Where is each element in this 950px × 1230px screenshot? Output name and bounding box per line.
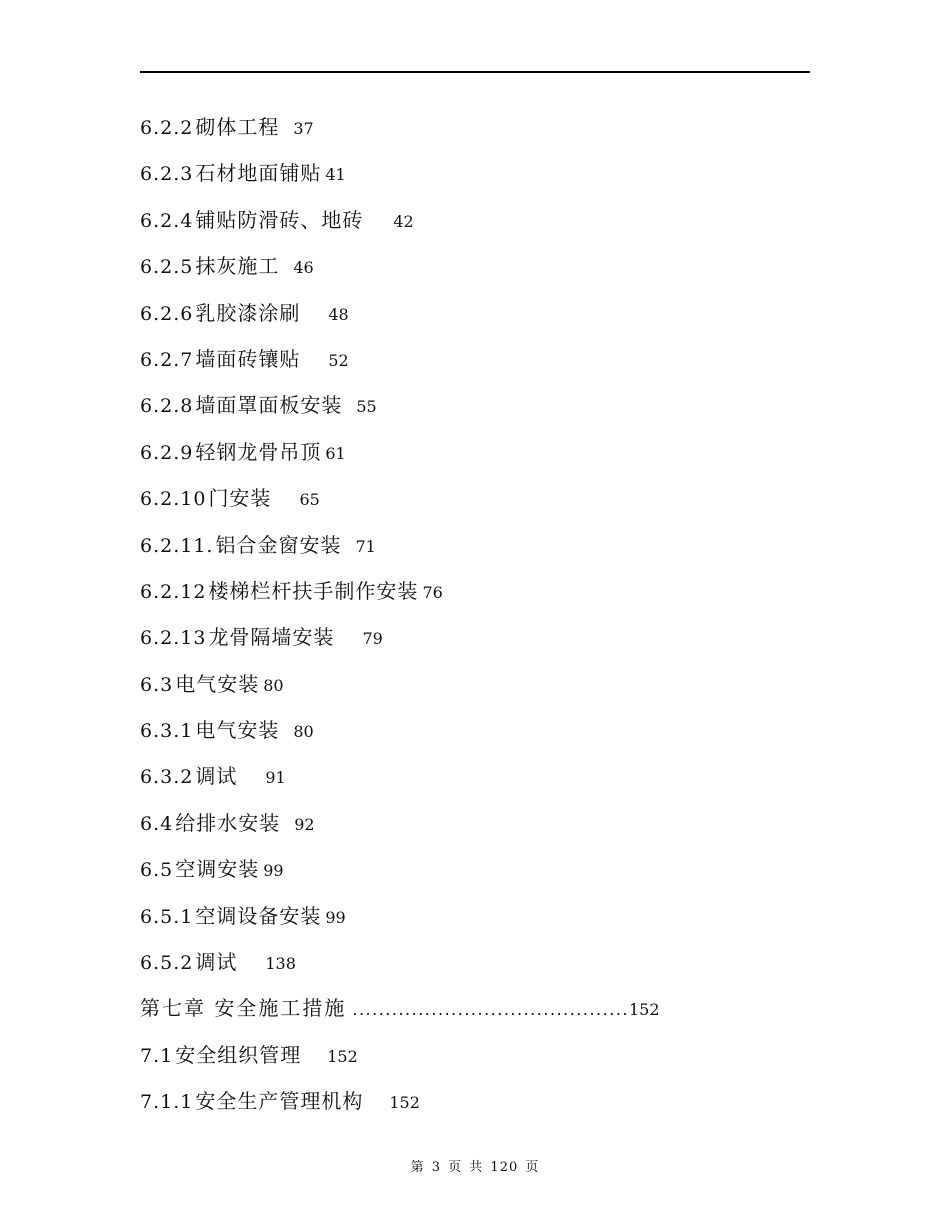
toc-entry-title: 调试: [195, 764, 238, 789]
toc-entry-title: 轻钢龙骨吊顶: [195, 439, 322, 464]
toc-entry-title: 抹灰施工: [195, 254, 280, 279]
toc-entry-page: 61: [325, 443, 346, 463]
toc-entry-title: 电气安装: [195, 718, 280, 743]
toc-entry-number: 7.1: [140, 1044, 174, 1067]
toc-entry-title: 砌体工程: [195, 115, 280, 139]
toc-entry-page: 79: [362, 629, 383, 649]
toc-entry[interactable]: [140, 753, 810, 799]
toc-entry-title: 门安装: [208, 486, 272, 511]
toc-entry-number: 6.5.1: [140, 905, 194, 928]
toc-entry[interactable]: [140, 522, 810, 568]
toc-entry-title: 安全组织管理: [175, 1042, 302, 1067]
toc-entry-number: 6.2.9: [140, 441, 194, 464]
toc-dot-leader: ..........................................: [352, 1000, 629, 1020]
toc-entry-title: 空调安装: [175, 857, 260, 882]
toc-entry-page: 152: [628, 1000, 660, 1020]
toc-entry-title: 墙面砖镶贴: [195, 346, 301, 371]
toc-entry-page: 152: [389, 1093, 420, 1113]
toc-entry-title: 龙骨隔墙安装: [208, 625, 335, 650]
toc-entry-title: 铝合金窗安装: [215, 532, 342, 557]
toc-entry-title: 电气安装: [175, 671, 260, 696]
toc-entry-number: 6.2.2: [140, 117, 194, 139]
toc-entry-number: 6.2.11.: [140, 534, 214, 557]
toc-entry-page: 37: [293, 119, 314, 138]
toc-entry-page: 138: [265, 954, 296, 974]
toc-entry-page: 41: [325, 165, 346, 185]
toc-entry-number: 6.5.2: [140, 952, 194, 975]
toc-entry[interactable]: [140, 939, 810, 985]
toc-entry-page: 52: [328, 350, 349, 370]
toc-entry-page: 91: [265, 768, 286, 788]
toc-entry-number: 6.2.7: [140, 348, 194, 371]
toc-entry-page: 152: [327, 1046, 358, 1066]
toc-entry-page: 99: [263, 861, 284, 881]
toc-entry[interactable]: [140, 197, 810, 243]
header-rule: [140, 71, 810, 73]
toc-entry-title: 铺贴防滑砖、地砖: [195, 207, 364, 232]
toc-entry[interactable]: [140, 846, 810, 892]
toc-entry[interactable]: [140, 707, 810, 753]
toc-entry-title: 楼梯栏杆扶手制作安装: [208, 578, 419, 603]
toc-entry-number: 6.2.5: [140, 256, 194, 279]
toc-entry-number: 6.5: [140, 859, 174, 882]
toc-entry-number: 7.1.1: [140, 1091, 194, 1114]
toc-entry-page: 55: [356, 397, 377, 417]
toc-entry[interactable]: [140, 1032, 810, 1078]
toc-entry[interactable]: [140, 104, 810, 150]
toc-entry-number: 6.2.6: [140, 302, 194, 325]
toc-entry[interactable]: [140, 336, 810, 382]
toc-entry-title: 石材地面铺贴: [195, 161, 322, 186]
toc-entry-number: 6.2.8: [140, 395, 194, 418]
toc-entry[interactable]: [140, 893, 810, 939]
toc-entry-page: 71: [355, 536, 376, 556]
toc-entry-page: 80: [293, 722, 314, 742]
toc-entry-page: 42: [393, 211, 414, 231]
toc-entry[interactable]: [140, 800, 810, 846]
toc-entry-title: 乳胶漆涂刷: [195, 300, 301, 325]
toc-entry-title: 给排水安装: [175, 810, 281, 835]
toc-entry[interactable]: [140, 429, 810, 475]
toc-chapter-entry[interactable]: [140, 985, 810, 1031]
toc-entry-number: 6.3.1: [140, 720, 194, 743]
toc-entry-number: 6.2.12: [140, 580, 207, 603]
page-footer: 第 3 页 共 120 页: [410, 1160, 540, 1175]
toc-entry-title: 第七章 安全施工措施: [140, 996, 347, 1021]
toc-entry-page: 92: [294, 814, 315, 834]
toc-entry[interactable]: [140, 475, 810, 521]
toc-entry-title: 墙面罩面板安装: [195, 393, 343, 418]
toc-entry-number: 6.3.2: [140, 766, 194, 789]
toc-entry-title: 空调设备安装: [195, 903, 322, 928]
toc-entry[interactable]: [140, 568, 810, 614]
toc-entry-page: 46: [293, 258, 314, 278]
toc-entry[interactable]: [140, 382, 810, 428]
toc-entry[interactable]: [140, 661, 810, 707]
toc-entry[interactable]: [140, 1078, 810, 1124]
toc-entry-number: 6.3: [140, 673, 174, 696]
toc-entry-page: 48: [328, 304, 349, 324]
toc-entry-number: 6.2.10: [140, 488, 207, 511]
toc-entry[interactable]: [140, 290, 810, 336]
toc-entry-page: 76: [422, 582, 443, 602]
toc-entry-number: 6.2.13: [140, 627, 207, 650]
toc-entry[interactable]: [140, 150, 810, 196]
toc-entry-title: 安全生产管理机构: [195, 1089, 364, 1114]
toc-entry-number: 6.2.3: [140, 163, 194, 186]
toc-entry-page: 65: [299, 490, 320, 510]
toc-entry-number: 6.4: [140, 812, 174, 835]
table-of-contents: [140, 104, 810, 1125]
toc-entry[interactable]: [140, 614, 810, 660]
toc-entry-page: 99: [325, 907, 346, 927]
toc-entry-title: 调试: [195, 950, 238, 975]
toc-entry-page: 80: [263, 675, 284, 695]
toc-entry[interactable]: [140, 243, 810, 289]
toc-entry-number: 6.2.4: [140, 209, 194, 232]
